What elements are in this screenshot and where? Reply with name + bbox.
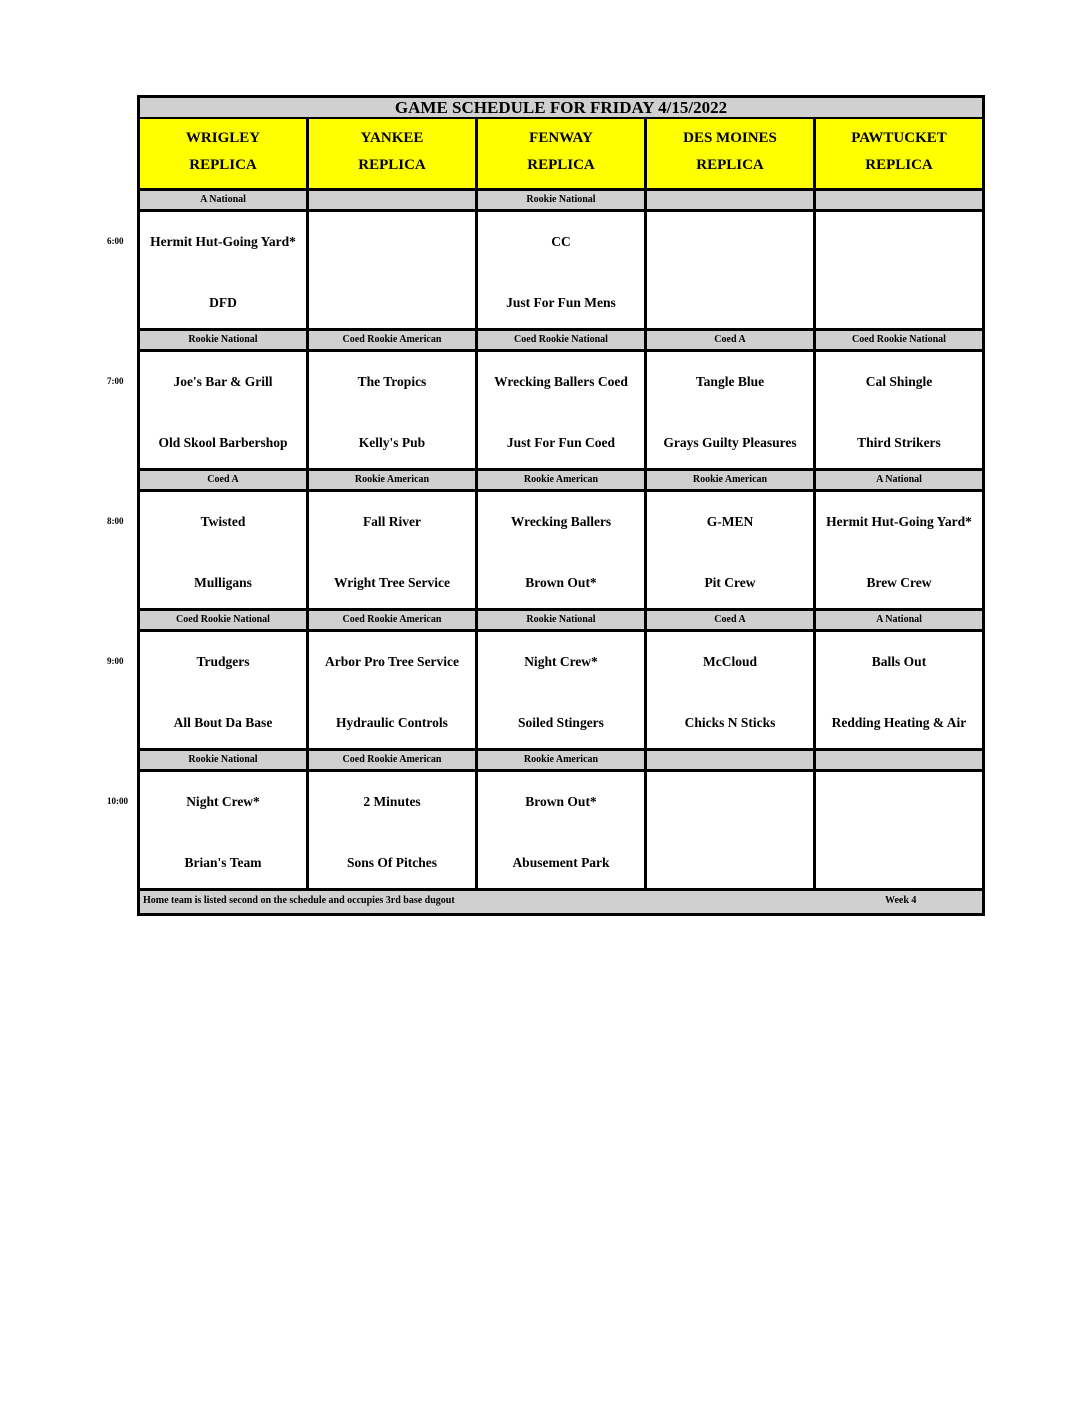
home-team: Old Skool Barbershop — [158, 435, 288, 450]
division-label: Coed A — [140, 471, 309, 489]
week-label: Week 4 — [885, 895, 917, 906]
game-cell — [816, 772, 982, 888]
division-label: Coed Rookie National — [816, 331, 982, 349]
home-team: Redding Heating & Air — [831, 715, 967, 730]
field-name: FENWAY — [529, 130, 593, 146]
home-team: All Bout Da Base — [173, 715, 273, 730]
division-label: Coed Rookie National — [478, 331, 647, 349]
field-subtitle: REPLICA — [358, 157, 426, 173]
division-label: Rookie American — [478, 751, 647, 769]
division-label — [816, 191, 982, 209]
away-team: Hermit Hut-Going Yard* — [150, 234, 296, 249]
field-name: DES MOINES — [683, 130, 777, 146]
field-subtitle: REPLICA — [865, 157, 933, 173]
away-team: McCloud — [703, 654, 757, 669]
division-label — [309, 191, 478, 209]
field-header-des-moines — [647, 119, 816, 188]
time-label: 7:00 — [107, 376, 124, 386]
field-header-yankee — [309, 119, 478, 188]
home-team: Brew Crew — [866, 575, 932, 590]
away-team: Wrecking Ballers — [510, 514, 612, 529]
field-header-wrigley — [140, 119, 309, 188]
home-team: Grays Guilty Pleasures — [663, 435, 797, 450]
division-label: A National — [140, 191, 309, 209]
game-cell — [647, 492, 816, 608]
field-subtitle: REPLICA — [189, 157, 257, 173]
game-cell — [309, 632, 478, 748]
game-row — [107, 349, 985, 471]
away-team: The Tropics — [357, 374, 427, 389]
home-team: Abusement Park — [512, 855, 610, 870]
division-label: A National — [816, 471, 982, 489]
home-team: Third Strikers — [857, 435, 941, 450]
division-label: Rookie American — [478, 471, 647, 489]
game-row — [107, 769, 985, 891]
division-row — [137, 331, 985, 349]
game-cell — [140, 492, 309, 608]
division-label: Rookie American — [647, 471, 816, 489]
division-label: Coed Rookie American — [309, 751, 478, 769]
game-cell — [478, 632, 647, 748]
home-team: Hydraulic Controls — [336, 715, 448, 730]
home-team: Just For Fun Coed — [506, 435, 616, 450]
game-cell — [478, 492, 647, 608]
time-label: 10:00 — [107, 796, 128, 806]
away-team: Cal Shingle — [865, 374, 933, 389]
away-team: Night Crew* — [524, 654, 598, 669]
division-label: Rookie American — [309, 471, 478, 489]
schedule-sheet — [107, 95, 985, 916]
away-team: CC — [551, 234, 571, 249]
division-label — [647, 191, 816, 209]
game-cell — [309, 772, 478, 888]
home-team: Soiled Stingers — [518, 715, 604, 730]
time-label: 8:00 — [107, 516, 124, 526]
division-row — [137, 611, 985, 629]
division-label: Coed Rookie American — [309, 611, 478, 629]
home-team: Chicks N Sticks — [684, 715, 776, 730]
game-cell — [309, 492, 478, 608]
time-label: 9:00 — [107, 656, 124, 666]
away-team: Wrecking Ballers Coed — [494, 374, 628, 389]
game-cell — [478, 352, 647, 468]
away-team: Night Crew* — [186, 794, 260, 809]
field-header-fenway — [478, 119, 647, 188]
division-row — [137, 471, 985, 489]
division-label: Coed Rookie American — [309, 331, 478, 349]
game-cell — [478, 772, 647, 888]
division-label: Coed A — [647, 611, 816, 629]
division-label: Rookie National — [140, 751, 309, 769]
game-cell — [647, 212, 816, 328]
time-label: 6:00 — [107, 236, 124, 246]
game-cell — [647, 772, 816, 888]
game-cell — [140, 352, 309, 468]
away-team: Brown Out* — [525, 794, 597, 809]
field-header-pawtucket — [816, 119, 982, 188]
division-label: Coed Rookie National — [140, 611, 309, 629]
away-team: 2 Minutes — [363, 794, 421, 809]
away-team: Fall River — [362, 514, 422, 529]
game-cell — [140, 632, 309, 748]
field-name: WRIGLEY — [185, 130, 261, 146]
field-name: PAWTUCKET — [851, 130, 947, 146]
home-team: Sons Of Pitches — [346, 855, 437, 870]
home-team: Wright Tree Service — [334, 575, 450, 590]
away-team: Joe's Bar & Grill — [173, 374, 273, 389]
game-cell — [647, 352, 816, 468]
schedule-title: GAME SCHEDULE FOR FRIDAY 4/15/2022 — [137, 95, 985, 119]
home-team: DFD — [209, 295, 237, 310]
game-row — [107, 489, 985, 611]
away-team: Arbor Pro Tree Service — [324, 654, 460, 669]
home-team: Brian's Team — [184, 855, 262, 870]
division-label: Coed A — [647, 331, 816, 349]
field-name: YANKEE — [360, 130, 424, 146]
away-team: Hermit Hut-Going Yard* — [826, 514, 972, 529]
home-team: Brown Out* — [525, 575, 597, 590]
game-cell — [140, 772, 309, 888]
division-row — [137, 191, 985, 209]
home-team: Pit Crew — [704, 575, 756, 590]
field-subtitle: REPLICA — [527, 157, 595, 173]
game-cell — [816, 632, 982, 748]
home-team: Just For Fun Mens — [506, 295, 616, 310]
division-label: Rookie National — [478, 191, 647, 209]
away-team: Twisted — [200, 514, 246, 529]
division-label: Rookie National — [478, 611, 647, 629]
away-team: Trudgers — [196, 654, 250, 669]
game-cell — [816, 212, 982, 328]
home-team: Mulligans — [194, 575, 252, 590]
away-team: Balls Out — [871, 654, 927, 669]
division-label — [816, 751, 982, 769]
division-label — [647, 751, 816, 769]
game-cell — [309, 352, 478, 468]
game-row — [107, 209, 985, 331]
field-header-row — [137, 119, 985, 191]
game-row — [107, 629, 985, 751]
division-row — [137, 751, 985, 769]
field-subtitle: REPLICA — [696, 157, 764, 173]
game-cell — [309, 212, 478, 328]
time-slots — [107, 191, 985, 891]
game-cell — [647, 632, 816, 748]
footer-note: Home team is listed second on the schedule and occupies 3rd base dugout — [143, 895, 455, 906]
away-team: Tangle Blue — [695, 374, 765, 389]
division-label: A National — [816, 611, 982, 629]
game-cell — [816, 492, 982, 608]
division-label: Rookie National — [140, 331, 309, 349]
home-team: Kelly's Pub — [358, 435, 426, 450]
game-cell — [816, 352, 982, 468]
footer-bar — [137, 891, 985, 916]
game-cell — [140, 212, 309, 328]
game-cell — [478, 212, 647, 328]
away-team: G-MEN — [706, 514, 754, 529]
